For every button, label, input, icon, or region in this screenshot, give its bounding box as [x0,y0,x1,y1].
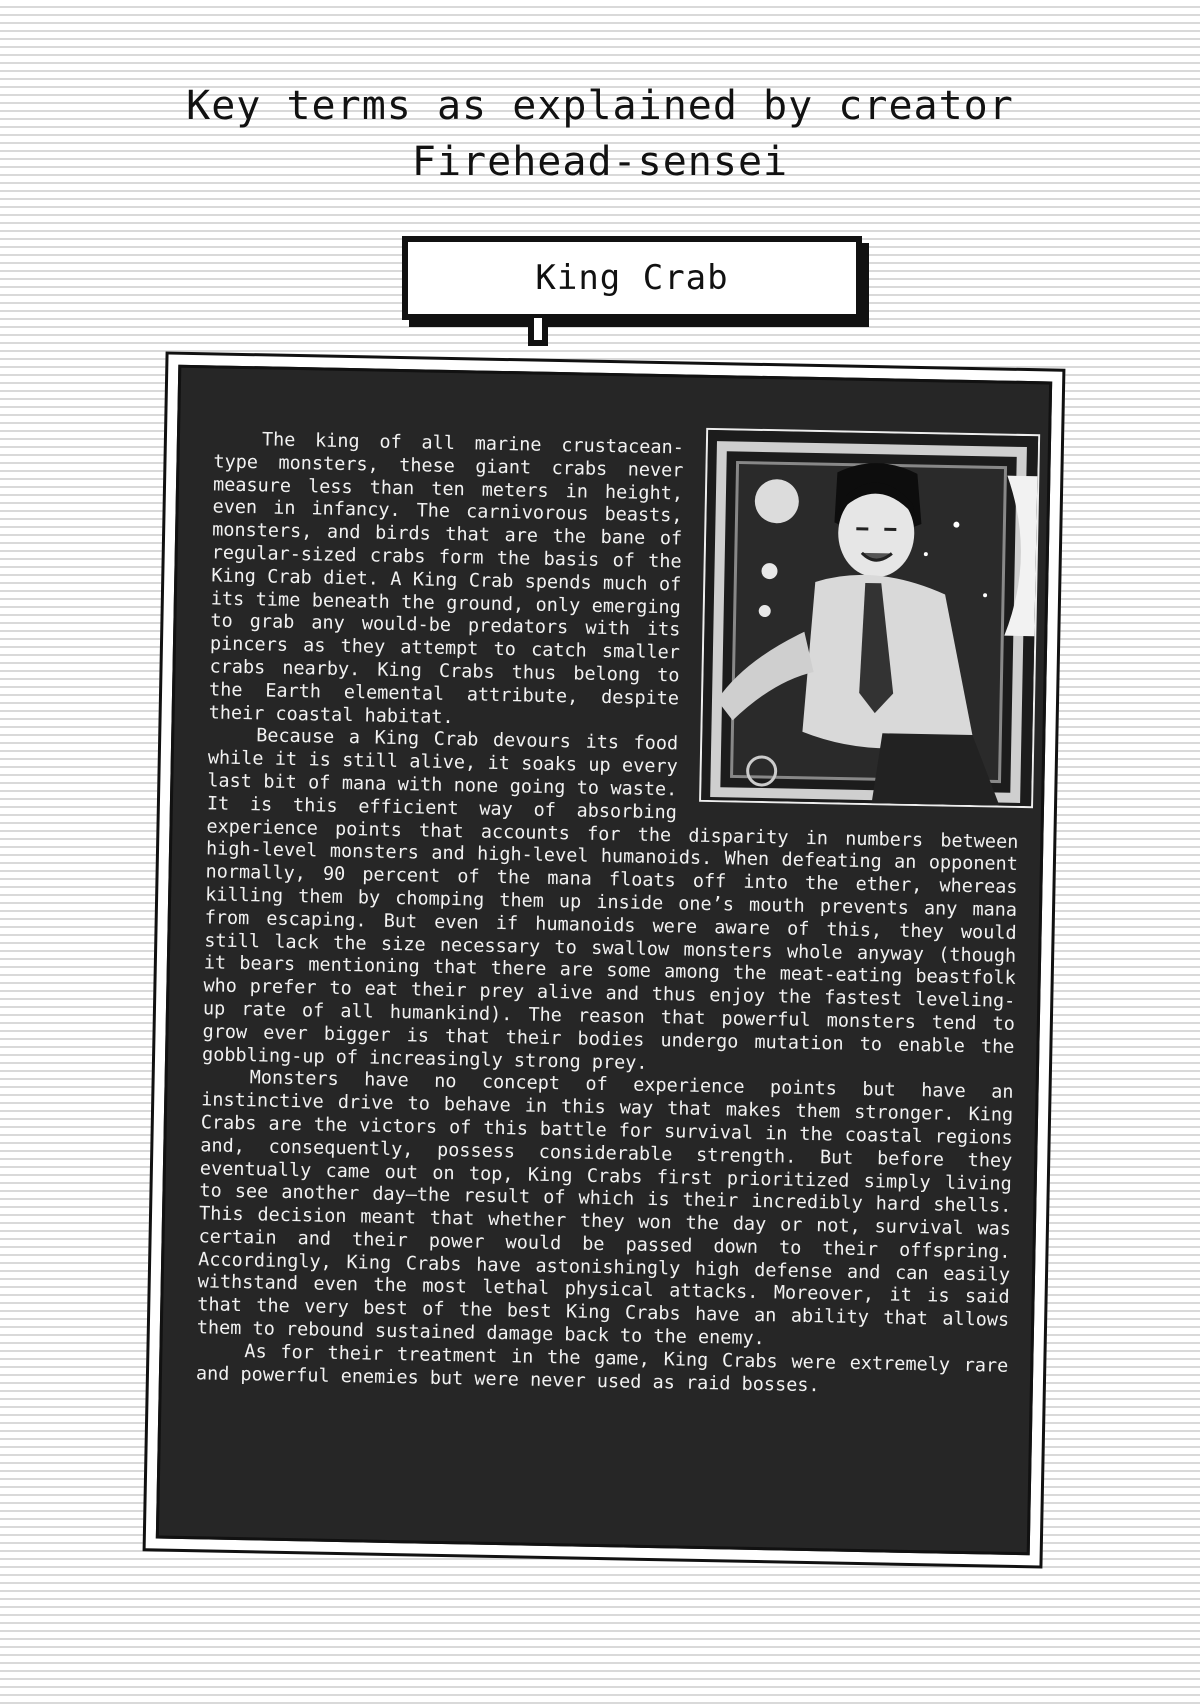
term-heading-bubble [402,236,862,320]
term-heading: King Crab [535,258,729,298]
page-title-line1: Key terms as explained by creator [186,83,1014,129]
description-panel [156,365,1052,1556]
paragraph-4: As for their treatment in the game, King Crabs were extremely rare and powerful enemies but were never used as raid bosses. [195,1341,1009,1396]
paragraph-2: Because a King Crab devours its food while it is still alive, it soaks up every last bit of mana with none going to waste. It is this efficient way of absorbing experience points that accounts for the disparity in numbers between high-level monsters and high-level humanoids. When defeating an opponent normally, 90 percent of the mana floats off into the ether, whereas killing them by chomping them up inside one’s mouth prevents any mana from escaping. But even if humanoids were aware of this, they would still lack the size necessary to swallow monsters whole anyway (though it bears mentioning that there are some among the meat-eating beastfolk who prefer to eat their prey alive and thus enjoy the fastest leveling-up rate of all humankind). The reason that powerful monsters tend to grow ever bigger is that their bodies undergo mutation to enable the gobbling-up of increasingly strong prey. [201,725,1019,1074]
description-text [196,428,1026,1401]
paragraph-3: Monsters have no concept of experience points but have an instinctive drive to behave in this way that makes them stronger. King Crabs are the victors of this battle for survival in the coastal regions and, consequently, possess considerable strength. But before they eventually came out on top, King Crabs first prioritized simply living to see another day—the result of which is their incredibly hard shells. This decision meant that whether they won the day or not, survival was certain and their power would be passed down to their offspring. Accordingly, King Crabs have astonishingly high defense and can easily withstand even the most lethal physical attacks. Moreover, it is said that the very best of the best King Crabs have an ability that allows them to rebound sustained damage back to the enemy. [196,1067,1014,1350]
portrait-drawing-icon [701,430,1040,808]
page-title [0,78,1200,190]
author-portrait-image [699,428,1040,808]
page-title-line2: Firehead-sensei [411,139,789,185]
description-panel-frame [143,351,1066,1568]
speech-bubble-tail-icon [528,318,548,346]
paragraph-1: The king of all marine crustacean-type monsters, these giant crabs never measure less than ten meters in height, even in infancy. The carnivorous beasts, monsters, and birds that are the bane of regular-sized crabs form the basis of the King Crab diet. A King Crab spends much of its time beneath the ground, only emerging to grab any would-be predators with its pincers as they attempt to catch smaller crabs nearby. King Crabs thus belong to the Earth elemental attribute, despite their coastal habitat. [208,429,685,728]
